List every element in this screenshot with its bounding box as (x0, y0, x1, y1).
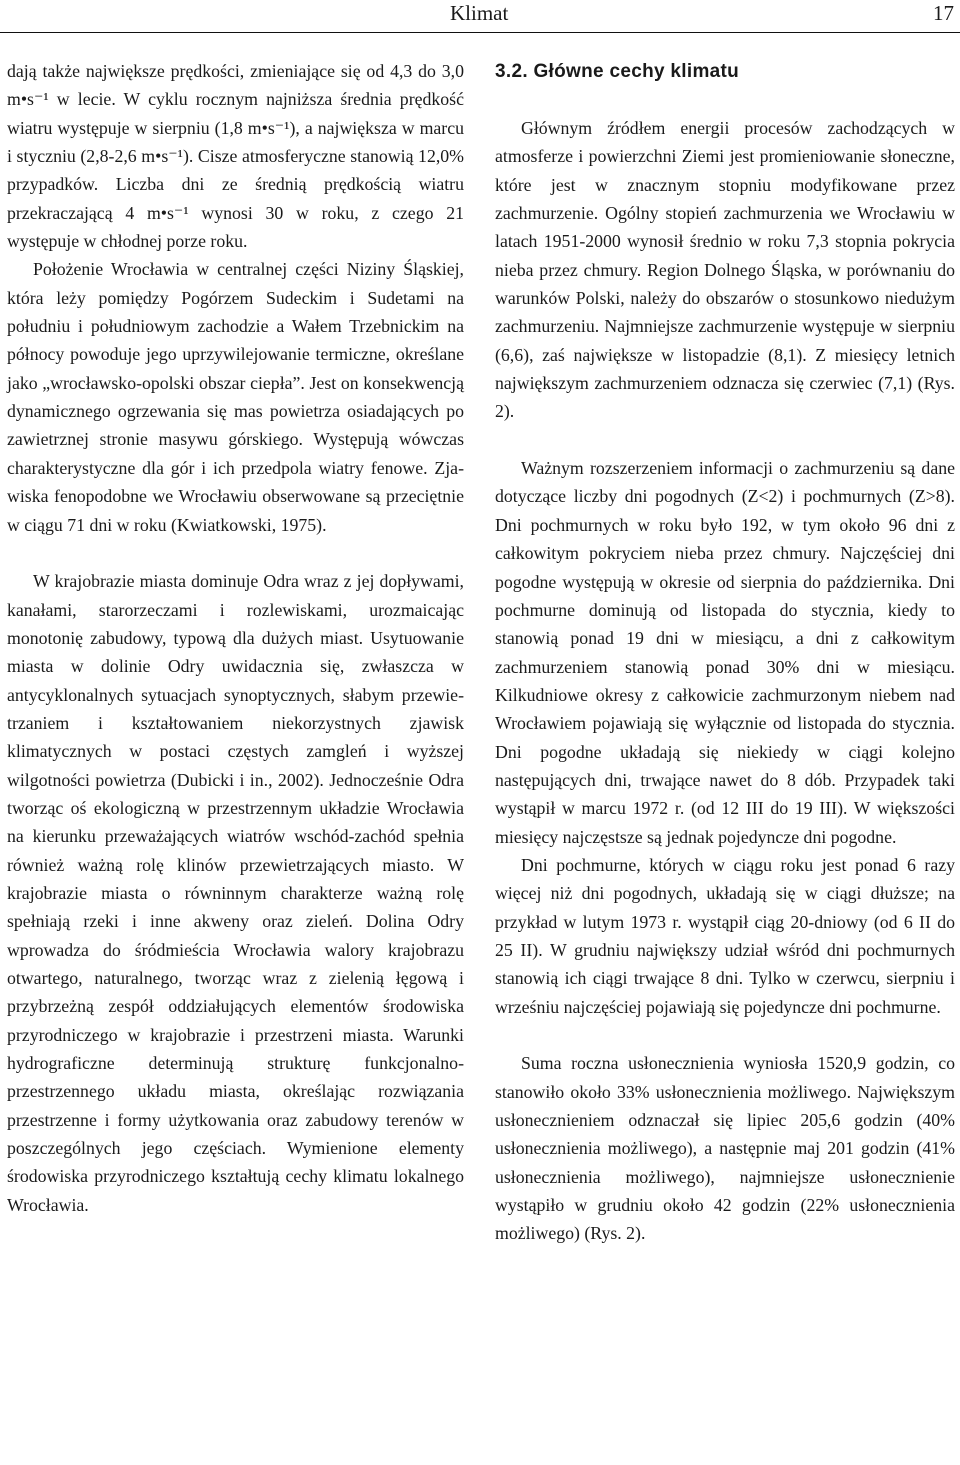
paragraph-location-thermal: Położenie Wrocławia w centralnej części Niziny Śląskiej, która leży pomiędzy Pogórzem Sudeckim i Sudetami na południu i południowym zachodzie a Wałem Trzebnickim na północy powoduje jego uprzywilejowanie termiczne, określane jako „wrocławsko-opolski obszar ciepła”. Jest on konsekwencją dynamicznego ogrzewania się mas powietrza osiadających po zawietrznej stronie masywu górskiego. Występują wówczas charakterystyczne dla gór i ich przedpola wiatry fenowe. Zjawiska fenopodobne we Wrocławiu obserwowane są przeciętnie w ciągu 71 dni w roku (Kwiatkowski, 1975). (7, 259, 464, 535)
paragraph-odra-landscape: W krajobrazie miasta dominuje Odra wraz z jej dopływami, kanałami, starorzeczami i rozlewiskami, urozmaicając monotonię zabudowy, typową dla dużych miast. Usytuowanie miasta w dolinie Odry uwidacznia się, zwłaszcza w antycyklonalnych sytuacjach synoptycznych, słabym przewietrzaniem i kształtowaniem niekorzystnych zjawisk klimatycznych w postaci częstych zamgleń i wyższej wilgotności powietrza (Dubicki i in., 2002). Jednocześnie Odra tworząc oś ekologiczną w przestrzennym układzie Wrocławia na kierunku przeważających wiatrów wschód-zachód spełnia również ważną rolę klinów przewietrzających miasto. W krajobrazie miasta o równinnym charakterze ważną rolę spełniają rzeki i inne akweny oraz zieleń. Dolina Odry wprowadza do śródmieścia Wrocławia walory krajobrazu otwartego, naturalnego, tworząc wraz z zielenią łęgową i przybrzeżną zespół oddziałujących elementów środowiska przyrodniczego w krajobrazie i przestrzeni miasta. Warunki hydrograficzne determinują strukturę funkcjonalno-przestrzennego układu miasta, określając rozwiązania przestrzenne i formy użytkowania oraz zabudowy terenów w poszczególnych jego częściach. Wymienione elementy środowiska przyrodniczego kształtują cechy klimatu lokalnego Wrocławia. (7, 571, 464, 1215)
paragraph-gap (7, 539, 464, 567)
paragraph-cloudiness: Głównym źródłem energii procesów zachodzących w atmosferze i powierzchni Ziemi jest promieniowanie słoneczne, które jest w znacznym stopniu modyfikowane przez zachmurzenie. Ogólny stopień zachmurzenia we Wrocławiu w latach 1951-2000 wynosił średnio w roku 7,3 stopnia pokrycia nieba przez chmury. Region Dolnego Śląska, w porównaniu do warunków Polski, należy do obszarów o stosunkowo niedużym zachmurzeniu. Najmniejsze zachmurzenie występuje w sierpniu (6,6), zaś największe w listopadzie (8,1). Z miesięcy letnich największym zachmurzeniem odznacza się czerwiec (7,1) (Rys. 2). (495, 118, 955, 422)
section-heading: 3.2. Główne cechy klimatu (495, 61, 740, 82)
paragraph-sunshine: Suma roczna usłonecznienia wyniosła 1520,9 godzin, co stanowiło około 33% usłonecznienia możliwego. Największym usłonecznieniem odznaczał się lipiec 205,6 godzin (40% usłonecznienia możliwego), a następnie maj 201 godzin (41% usłonecznienia możliwego), najmniejsze usłonecznienie wystąpiło w grudniu około 42 godzin (22% usłonecznienia możliwego) (Rys. 2). (495, 1053, 955, 1244)
paragraph-gap (495, 1021, 955, 1049)
paragraph-wind-speed: dają także największe prędkości, zmieniające się od 4,3 do 3,0 m•s⁻¹ w lecie. W cyklu rocznym najniższa średnia prędkość wiatru występuje w sierpniu (1,8 m•s⁻¹), a największa w marcu i styczniu (2,8-2,6 m•s⁻¹). Cisze atmosferyczne stanowią 12,0% przypadków. Liczba dni ze średnią prędkością wiatru przekraczającą 4 m•s⁻¹ wynosi 30 w roku, z czego 21 występuje w chłodnej porze roku. (7, 61, 464, 252)
paragraph-gap (495, 426, 955, 454)
left-column (7, 57, 464, 1219)
paragraph-cloudy-sequences: Dni pochmurne, których w ciągu roku jest ponad 6 razy więcej niż dni pogodnych, układają się w ciągi dłuższe; na przykład w lutym 1973 r. wystąpił ciąg 20-dniowy (od 6 II do 25 II). W grudniu największy udział wśród dni pochmurnych stanowią ich ciągi trwające 8 dni. Tylko w czerwcu, sierpniu i wrześniu najczęściej pojawiają się pojedyncze dni pochmurne. (495, 854, 955, 1017)
right-column (495, 58, 955, 1248)
page-number: 17 (933, 1, 954, 25)
chapter-title: Klimat (450, 1, 509, 25)
running-header (0, 0, 960, 33)
paragraph-clear-cloudy-days: Ważnym rozszerzeniem informacji o zachmurzeniu są dane dotyczące liczby dni pogodnych (Z<2) i pochmurnych (Z>8). Dni pochmurnych w roku było 192, w tym około 96 dni z całkowitym pokryciem nieba przez chmury. Najczęściej dni pogodne występują w okresie od sierpnia do października. Dni pochmurne dominują od listopada do stycznia, kiedy to stanowią ponad 19 dni w miesiącu, a dni z całkowitym zachmurzeniem stanowią ponad 30% dni w miesiącu. Kilkudniowe okresy z całkowicie zachmurzonym niebem nad Wrocławiem pojawiają się wyłącznie od listopada do stycznia. Dni pogodne układają się niekiedy w ciągi kolejno następujących dni, trwające nawet do 8 dób. Przypadek taki wystąpił w marcu 1972 r. (od 12 III do 19 III). W większości miesięcy najczęstsze są jednak pojedyncze dni pogodne. (495, 458, 955, 847)
